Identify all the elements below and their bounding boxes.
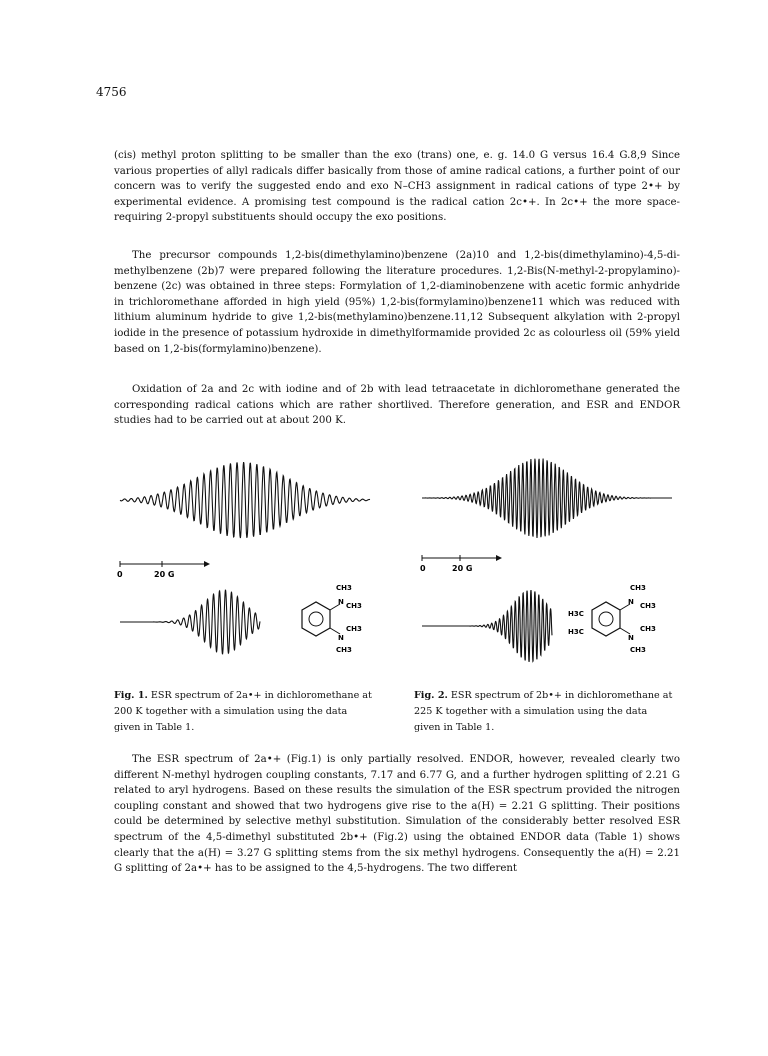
svg-text:N: N [628, 598, 634, 606]
fig1-scale-value: 20 G [154, 570, 175, 579]
fig1-label: Fig. 1. [114, 690, 148, 701]
paragraph-2: The precursor compounds 1,2-bis(dimethylamino)benzene (2a)10 and 1,2-bis(dimethylamino)-4,5-di-methylbenzene (2b)7 were prepared following the literature procedures. 1,2-Bis(N-methyl-2-propylamino)-benzene (2c) was obtained in three steps: Formylation of 1,2-diaminobenzene with acetic formic anhydride in trichloromethane afforded in high yield (95%) 1,2-bis(formylamino)benzene11 which was reduced with lithium aluminum hydride to give 1,2-bis(methylamino)benzene.11,12 Subsequent alkylation with 2-propyl iodide in the presence of potassium hydroxide in dimethylformamide provided 2c as colourless oil (59% yield based on 1,2-bis(formylamino)benzene). [114, 250, 680, 355]
svg-text:CH3: CH3 [630, 646, 646, 654]
svg-text:CH3: CH3 [346, 625, 362, 633]
paragraph-4: The ESR spectrum of 2a•+ (Fig.1) is only partially resolved. ENDOR, however, revealed clearly two different N-methyl hydrogen coupling constants, 7.17 and 6.77 G, and a further hydrogen splitting of 2.21 G related to aryl hydrogens. Based on these results the simulation of the ESR spectrum provided the nitrogen coupling constant and showed that two hydrogens give rise to the a(H) = 2.21 G splitting. Their positions could be determined by selective methyl substitution. Simulation of the considerably better resolved ESR spectrum of the 4,5-dimethyl substituted 2b•+ (Fig.2) using the obtained ENDOR data (Table 1) shows clearly that the a(H) = 3.27 G splitting stems from the six methyl hydrogens. Consequently the a(H) = 2.21 G splitting of 2a•+ has to be assigned to the 4,5-hydrogens. The two different [114, 754, 680, 875]
fig2-simulated-trace [422, 590, 552, 662]
svg-text:N: N [338, 598, 344, 606]
figure-1-caption [114, 688, 376, 736]
svg-text:H3C: H3C [568, 628, 584, 636]
svg-text:CH3: CH3 [640, 625, 656, 633]
svg-text:CH3: CH3 [346, 602, 362, 610]
page-number: 4756 [96, 85, 127, 99]
fig1-structure [302, 584, 362, 654]
fig2-scale-zero: 0 [420, 564, 426, 573]
paragraph-1: (cis) methyl proton splitting to be smaller than the exo (trans) one, e. g. 14.0 G versus 16.4 G.8,9 Since various properties of allyl radicals differ basically from those of amine radical cations, a further point of our concern was to verify the suggested endo and exo N–CH3 assignment in radical cations of type 2•+ by experimental evidence. A promising test compound is the radical cation 2c•+. In 2c•+ the more space-requiring 2-propyl substituents should occupy the exo positions. [114, 150, 680, 224]
fig2-experimental-trace [422, 459, 672, 539]
fig1-scale-bar [117, 561, 210, 579]
fig1-caption-text: ESR spectrum of 2a•+ in dichloromethane at 200 K together with a simulation using the data given in Table 1. [114, 690, 372, 733]
paragraph-3: Oxidation of 2a and 2c with iodine and of 2b with lead tetraacetate in dichloromethane generated the corresponding radical cations which are rather shortlived. Therefore generation, and ESR and ENDOR studies had to be carried out at about 200 K. [114, 384, 680, 427]
figure-2-caption [414, 688, 676, 736]
svg-text:CH3: CH3 [336, 646, 352, 654]
svg-text:N: N [628, 634, 634, 642]
fig2-scale-bar [420, 555, 502, 573]
figure-2-spectra [410, 430, 690, 680]
fig1-scale-zero: 0 [117, 570, 123, 579]
svg-text:CH3: CH3 [336, 584, 352, 592]
figure-1-spectra [112, 430, 412, 680]
fig1-experimental-trace [120, 462, 370, 538]
svg-text:CH3: CH3 [630, 584, 646, 592]
svg-text:H3C: H3C [568, 610, 584, 618]
fig2-structure [568, 584, 656, 654]
fig2-label: Fig. 2. [414, 690, 448, 701]
fig2-caption-text: ESR spectrum of 2b•+ in dichloromethane at 225 K together with a simulation using the data given in Table 1. [414, 690, 673, 733]
fig2-scale-value: 20 G [452, 564, 473, 573]
fig1-simulated-trace [120, 590, 260, 654]
svg-text:N: N [338, 634, 344, 642]
svg-text:CH3: CH3 [640, 602, 656, 610]
